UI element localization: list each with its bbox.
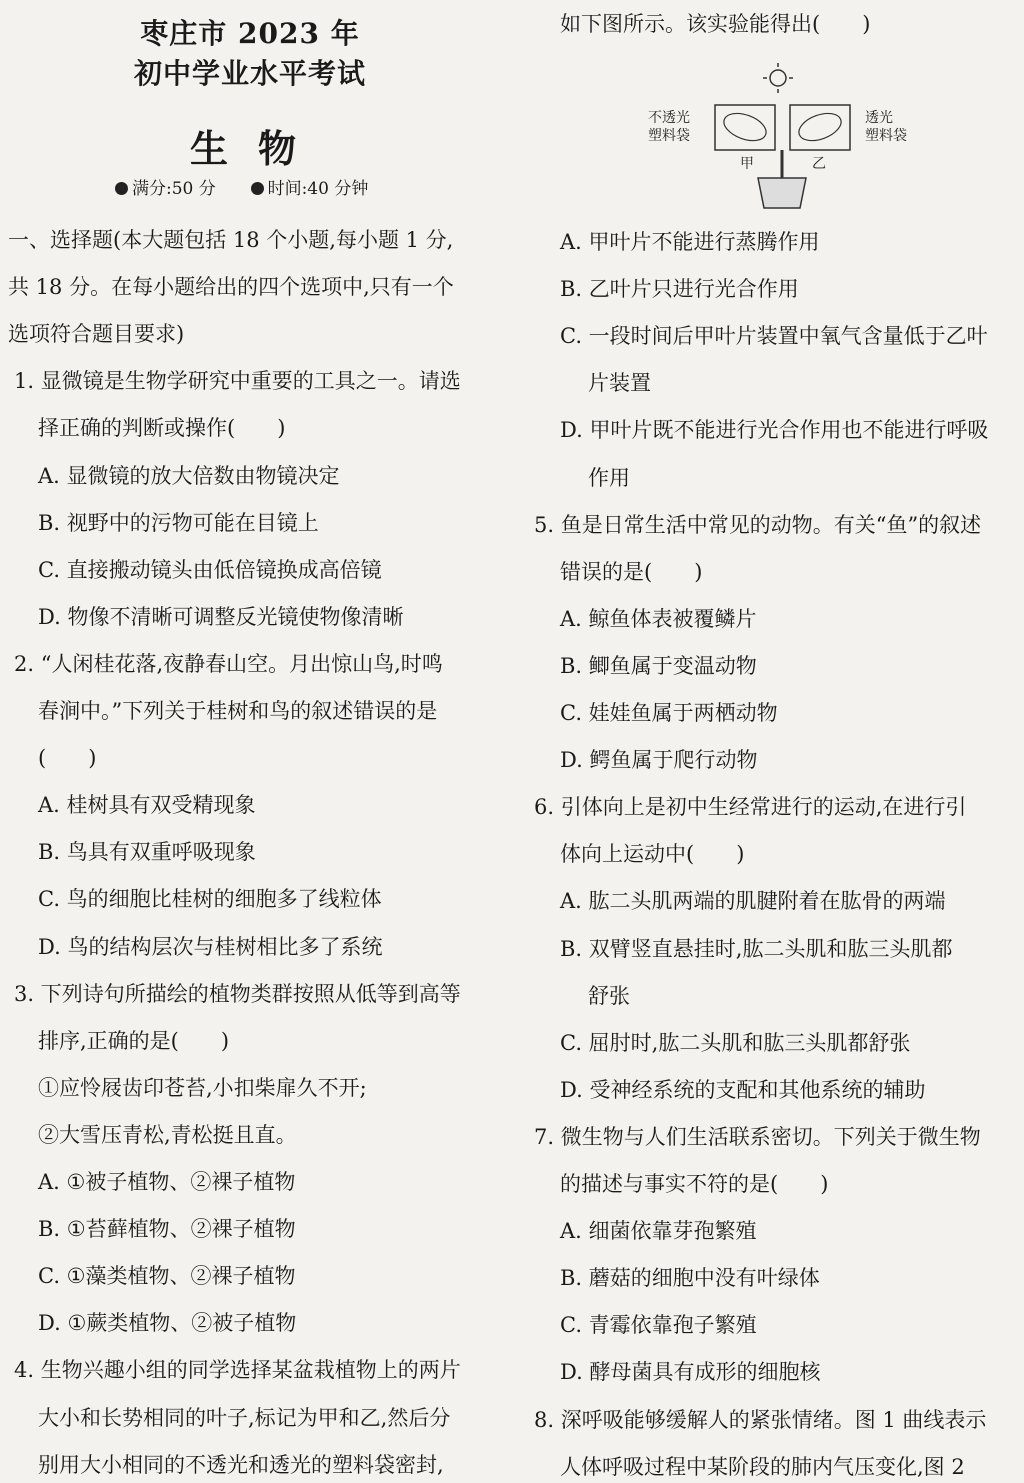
question-line: 体向上运动中( ) [560, 842, 745, 867]
question-line: A. 桂树具有双受精现象 [38, 793, 256, 818]
question-line: B. 鲫鱼属于变温动物 [560, 653, 757, 678]
opaque-bag [715, 105, 775, 150]
question-line: ②大雪压青松,青松挺且直。 [38, 1122, 297, 1147]
question-line: 如下图所示。该实验能得出( ) [560, 12, 871, 36]
question-line: D. 甲叶片既不能进行光合作用也不能进行呼吸 [560, 418, 989, 443]
question-line: 7. 微生物与人们生活联系密切。下列关于微生物 [534, 1124, 981, 1149]
question-line: 2. “人闲桂花落,夜静春山空。月出惊山鸟,时鸣 [14, 651, 443, 676]
svg-text:塑料袋: 塑料袋 [648, 128, 690, 144]
exam-time: 时间:40 分钟 [267, 179, 369, 199]
title-line-1: 枣庄市 2023 年 [140, 17, 360, 50]
exam-title [120, 14, 380, 94]
question-line: D. 物像不清晰可调整反光镜使物像清晰 [38, 604, 404, 629]
question-line: A. 肱二头肌两端的肌腱附着在肱骨的两端 [560, 889, 946, 914]
question-line: A. 甲叶片不能进行蒸腾作用 [560, 230, 820, 254]
question-line: 共 18 分。在每小题给出的四个选项中,只有一个 [8, 275, 454, 300]
score-icon [115, 182, 128, 195]
question-line: B. 鸟具有双重呼吸现象 [38, 840, 256, 865]
question-line: A. 细菌依靠芽孢繁殖 [560, 1219, 757, 1244]
full-score: 满分:50 分 [132, 179, 216, 199]
subject-title: 生物 [190, 126, 327, 171]
question-line: 大小和长势相同的叶子,标记为甲和乙,然后分 [38, 1405, 451, 1430]
question-line: 择正确的判断或操作( ) [38, 416, 286, 441]
question-line: C. 鸟的细胞比桂树的细胞多了线粒体 [38, 887, 382, 912]
question-line: C. 一段时间后甲叶片装置中氧气含量低于乙叶 [560, 324, 988, 349]
question-line: 排序,正确的是( ) [38, 1028, 230, 1053]
question-line: D. 鸟的结构层次与桂树相比多了系统 [38, 934, 383, 959]
question-line: 错误的是( ) [560, 559, 703, 584]
sun-icon [763, 63, 793, 93]
question-line: 片装置 [588, 371, 651, 396]
question-line: 4. 生物兴趣小组的同学选择某盆栽植物上的两片 [14, 1358, 461, 1383]
question-line: C. ①藻类植物、②裸子植物 [38, 1264, 296, 1289]
question-line: 人体呼吸过程中某阶段的肺内气压变化,图 2 [560, 1454, 965, 1479]
question-line: D. ①蕨类植物、②被子植物 [38, 1311, 297, 1336]
question-line: A. ①被子植物、②裸子植物 [38, 1170, 296, 1194]
question-line: 3. 下列诗句所描绘的植物类群按照从低等到高等 [14, 981, 461, 1006]
question-line: 春涧中。”下列关于桂树和鸟的叙述错误的是 [38, 699, 438, 723]
question-line: B. 双臂竖直悬挂时,肱二头肌和肱三头肌都 [560, 936, 953, 961]
question-line: B. 乙叶片只进行光合作用 [560, 277, 799, 302]
question-line: B. 蘑菇的细胞中没有叶绿体 [560, 1266, 820, 1291]
question-line: D. 酵母菌具有成形的细胞核 [560, 1360, 821, 1385]
question-line: ( ) [38, 746, 97, 771]
clock-icon [251, 182, 264, 195]
question-line: B. ①苔藓植物、②裸子植物 [38, 1217, 296, 1242]
experiment-figure [640, 60, 940, 210]
question-line: 作用 [588, 465, 630, 490]
question-line: 1. 显微镜是生物学研究中重要的工具之一。请选 [14, 369, 461, 394]
question-line: 6. 引体向上是初中生经常进行的运动,在进行引 [534, 795, 967, 820]
exam-meta [115, 174, 368, 199]
question-line: 8. 深呼吸能够缓解人的紧张情绪。图 1 曲线表示 [534, 1407, 987, 1432]
question-line: 的描述与事实不符的是( ) [560, 1172, 829, 1196]
question-line: D. 受神经系统的支配和其他系统的辅助 [560, 1077, 926, 1102]
question-line: 舒张 [588, 983, 630, 1008]
label-jia: 甲 [740, 156, 754, 172]
question-line: C. 屈肘时,肱二头肌和肱三头肌都舒张 [560, 1030, 911, 1055]
question-line: D. 鳄鱼属于爬行动物 [560, 748, 758, 773]
question-line: C. 青霉依靠孢子繁殖 [560, 1313, 757, 1338]
question-line: 选项符合题目要求) [8, 322, 185, 347]
title-line-2: 初中学业水平考试 [133, 57, 366, 90]
question-line: B. 视野中的污物可能在目镜上 [38, 510, 319, 535]
plant-pot [758, 178, 806, 208]
svg-text:塑料袋: 塑料袋 [865, 128, 907, 144]
question-line: A. 显微镜的放大倍数由物镜决定 [38, 463, 340, 488]
question-line: 5. 鱼是日常生活中常见的动物。有关“鱼”的叙述 [534, 512, 982, 537]
question-line: A. 鲸鱼体表被覆鳞片 [560, 606, 757, 631]
label-yi: 乙 [812, 156, 826, 172]
label-opaque: 不透光 [648, 110, 690, 126]
question-line: 别用大小相同的不透光和透光的塑料袋密封, [38, 1452, 444, 1477]
label-transparent: 透光 [865, 110, 893, 126]
transparent-bag [790, 105, 850, 150]
question-line: ①应怜屐齿印苍苔,小扣柴扉久不开; [38, 1075, 367, 1100]
question-line: 一、选择题(本大题包括 18 个小题,每小题 1 分, [8, 228, 454, 252]
question-line: C. 娃娃鱼属于两栖动物 [560, 701, 778, 725]
question-line: C. 直接搬动镜头由低倍镜换成高倍镜 [38, 557, 382, 582]
